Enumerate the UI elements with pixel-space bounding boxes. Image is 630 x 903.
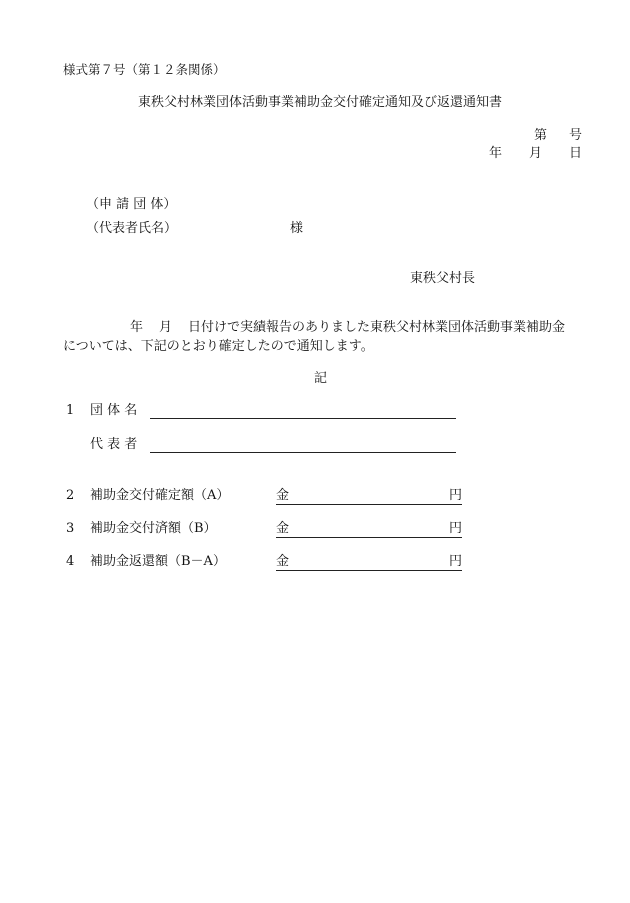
amount-suffix: 円 xyxy=(448,521,462,536)
document-number xyxy=(534,128,582,144)
body-line-1 xyxy=(130,320,565,336)
body-month: 月 xyxy=(159,320,173,335)
representative-label: （代表者氏名） xyxy=(86,221,178,236)
body-year: 年 xyxy=(130,320,144,335)
item-label: 補助金返還額（B－A） xyxy=(90,554,226,569)
document-number-go: 号 xyxy=(568,128,582,143)
date-day: 日 xyxy=(568,146,582,161)
amount-suffix: 円 xyxy=(448,554,462,569)
item-label: 補助金交付確定額（A） xyxy=(90,488,230,503)
group-name-fill-line xyxy=(150,403,456,419)
item-label: 団 体 名 xyxy=(90,403,138,418)
ki-heading: 記 xyxy=(314,371,328,386)
amount-prefix: 金 xyxy=(276,554,290,569)
item-number: 1 xyxy=(66,403,75,418)
honorific: 様 xyxy=(290,221,304,236)
amount-suffix: 円 xyxy=(448,488,462,503)
document-title: 東秩父村林業団体活動事業補助金交付確定通知及び返還通知書 xyxy=(137,95,502,110)
amount-prefix: 金 xyxy=(276,521,290,536)
item-label: 補助金交付済額（B） xyxy=(90,521,217,536)
body-line-2: については、下記のとおり確定したので通知します。 xyxy=(63,339,374,354)
item-number: 2 xyxy=(66,488,75,503)
date-year: 年 xyxy=(488,146,502,161)
amount-fill-line xyxy=(276,488,462,505)
date-month: 月 xyxy=(528,146,542,161)
applicant-label: （申 請 団 体） xyxy=(86,197,177,212)
amount-prefix: 金 xyxy=(276,488,290,503)
document-number-dai: 第 xyxy=(533,128,547,143)
document-date xyxy=(489,146,582,162)
amount-fill-line xyxy=(276,554,462,571)
body-line-1-text: 日付けで実績報告のありました東秩父村林業団体活動事業補助金 xyxy=(188,320,566,335)
item-number: 4 xyxy=(66,554,75,569)
representative-fill-line xyxy=(150,437,456,453)
form-number: 様式第７号（第１２条関係） xyxy=(63,62,226,77)
item-label: 代 表 者 xyxy=(90,437,138,452)
amount-fill-line xyxy=(276,521,462,538)
item-number: 3 xyxy=(66,521,75,536)
sender-name: 東秩父村長 xyxy=(410,271,476,286)
